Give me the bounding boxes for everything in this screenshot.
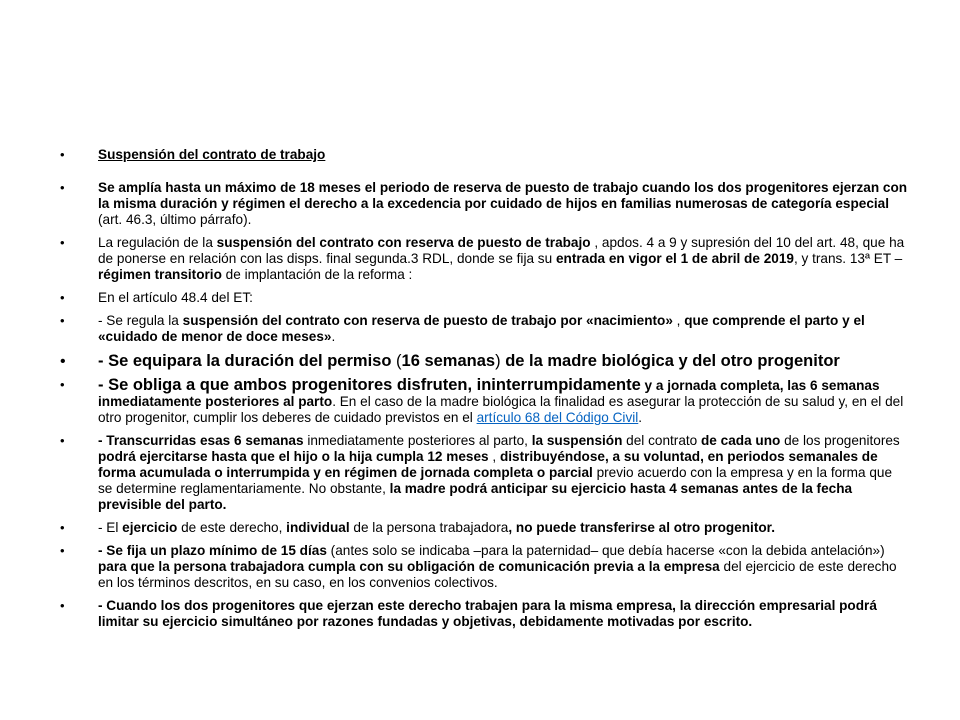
bullet-item-title: [60, 147, 910, 163]
bold-text: de la madre biológica y del otro progenitor: [505, 352, 840, 370]
bullet-item-plazo: [60, 543, 910, 591]
bold-text: 16 semanas: [401, 352, 496, 370]
text: ,: [488, 449, 500, 464]
text: En el artículo 48.4 del ET:: [98, 290, 253, 305]
text: de este derecho,: [177, 520, 287, 535]
text: inmediatamente posteriores al parto,: [303, 433, 532, 448]
bold-text: entrada en vigor el 1 de abril de 2019: [555, 251, 794, 266]
bold-text: , no puede transferirse al otro progenitor.: [508, 520, 775, 535]
bullet-icon: •: [60, 598, 65, 613]
bullet-item-transcurridas: [60, 433, 910, 513]
bold-text: - Transcurridas esas 6 semanas: [98, 433, 304, 448]
bullet-item-articulo: [60, 290, 910, 306]
bullet-icon: •: [60, 290, 65, 305]
bold-text: - Se equipara la duración del permiso: [98, 352, 392, 370]
text: La regulación de la: [98, 235, 217, 250]
bold-text: podrá ejercitarse hasta que el hijo o la hija cumpla 12 meses: [98, 449, 489, 464]
text: de implantación de la reforma :: [221, 267, 413, 282]
bold-text: - Se obliga a que ambos progenitores disfruten, ininterrumpidamente: [98, 376, 641, 394]
text: de los progenitores: [780, 433, 900, 448]
text: (antes solo se indicaba –para la paternidad– que debía hacerse «con la debida antelación»): [326, 543, 885, 558]
bold-text: y a jornada completa, las 6 semanas inmediatamente posteriores al parto: [98, 378, 880, 409]
bullet-icon: •: [60, 520, 65, 535]
text: , apdos. 4 a 9 y supresión del 10 del art. 48, que ha de ponerse en relación con las disps. final segunda.3 RDL, donde se fija su: [98, 235, 905, 266]
text: . En el caso de la madre biológica la finalidad es asegurar la protección de su salud y, en el del otro progenitor, cumplir los deberes de cuidado previstos en el: [98, 394, 904, 425]
bold-text: suspensión del contrato con reserva de puesto de trabajo por «nacimiento»: [182, 313, 673, 328]
text: (art. 46.3, último párrafo).: [98, 212, 252, 227]
codigo-civil-link[interactable]: artículo 68 del Código Civil: [476, 410, 639, 425]
bold-text: suspensión del contrato con reserva de puesto de trabajo: [216, 235, 591, 250]
text: ,: [672, 313, 685, 328]
bullet-item-obliga: [60, 377, 910, 426]
bullet-item-misma-empresa: [60, 598, 910, 630]
bold-text: ejercicio: [122, 520, 178, 535]
text: , y trans. 13ª ET –: [793, 251, 903, 266]
bullet-icon: •: [60, 235, 65, 250]
text: (: [391, 352, 402, 370]
bullet-icon: •: [60, 377, 65, 392]
text: - El: [98, 520, 123, 535]
text: .: [331, 329, 336, 344]
bold-text: para que la persona trabajadora cumpla con su obligación de comunicación previa a la empresa: [98, 559, 720, 574]
text: del ejercicio de este derecho en los términos descritos, en su caso, en los convenios colectivos.: [98, 559, 897, 590]
bold-text: de cada uno: [701, 433, 781, 448]
bold-text: individual: [286, 520, 350, 535]
text: de la persona trabajadora: [349, 520, 509, 535]
bullet-item-equipara: [60, 352, 910, 371]
bullet-item-nacimiento: [60, 313, 910, 345]
bullet-item-regulacion: [60, 235, 910, 283]
bold-text: distribuyéndose, a su voluntad, en periodos semanales de forma acumulada o interrumpida y en régimen de jornada completa o parcial: [98, 449, 878, 480]
bold-text: la suspensión: [531, 433, 623, 448]
bold-text: - Se fija un plazo mínimo de 15 días: [98, 543, 327, 558]
bullet-icon: •: [60, 147, 65, 162]
text: ): [495, 352, 506, 370]
bold-text: Se amplía hasta un máximo de 18 meses el periodo de reserva de puesto de trabajo cuando los dos progenitores ejerzan con la misma duración y régimen el derecho a la excedencia por cuidado de hijos en familias numerosas de categoría especial: [98, 180, 908, 211]
bullet-icon: •: [60, 433, 65, 448]
bullet-icon: •: [60, 313, 65, 328]
text: - Se regula la: [98, 313, 183, 328]
bullet-item-excedencia: [60, 180, 910, 228]
bullet-icon: •: [60, 543, 65, 558]
bold-text: régimen transitorio: [98, 267, 222, 282]
section-title: Suspensión del contrato de trabajo: [98, 147, 326, 162]
text: previo acuerdo con la empresa y en la forma que se determine reglamentariamente. No obstante,: [98, 465, 893, 496]
bullet-item-ejercicio: [60, 520, 910, 536]
bold-text: la madre podrá anticipar su ejercicio hasta 4 semanas antes de la fecha previsible del parto.: [98, 481, 853, 512]
bold-text: que comprende el parto y el «cuidado de menor de doce meses»: [98, 313, 865, 344]
text: del contrato: [622, 433, 701, 448]
bullet-icon: •: [60, 180, 65, 195]
bullet-list: [60, 147, 910, 637]
bold-text: - Cuando los dos progenitores que ejerzan este derecho trabajen para la misma empresa, la dirección empresarial podrá limitar su ejercicio simultáneo por razones fundadas y objetivas, debidamente motivadas por escrito.: [98, 598, 877, 629]
bullet-icon: •: [60, 353, 66, 370]
text: .: [638, 410, 643, 425]
